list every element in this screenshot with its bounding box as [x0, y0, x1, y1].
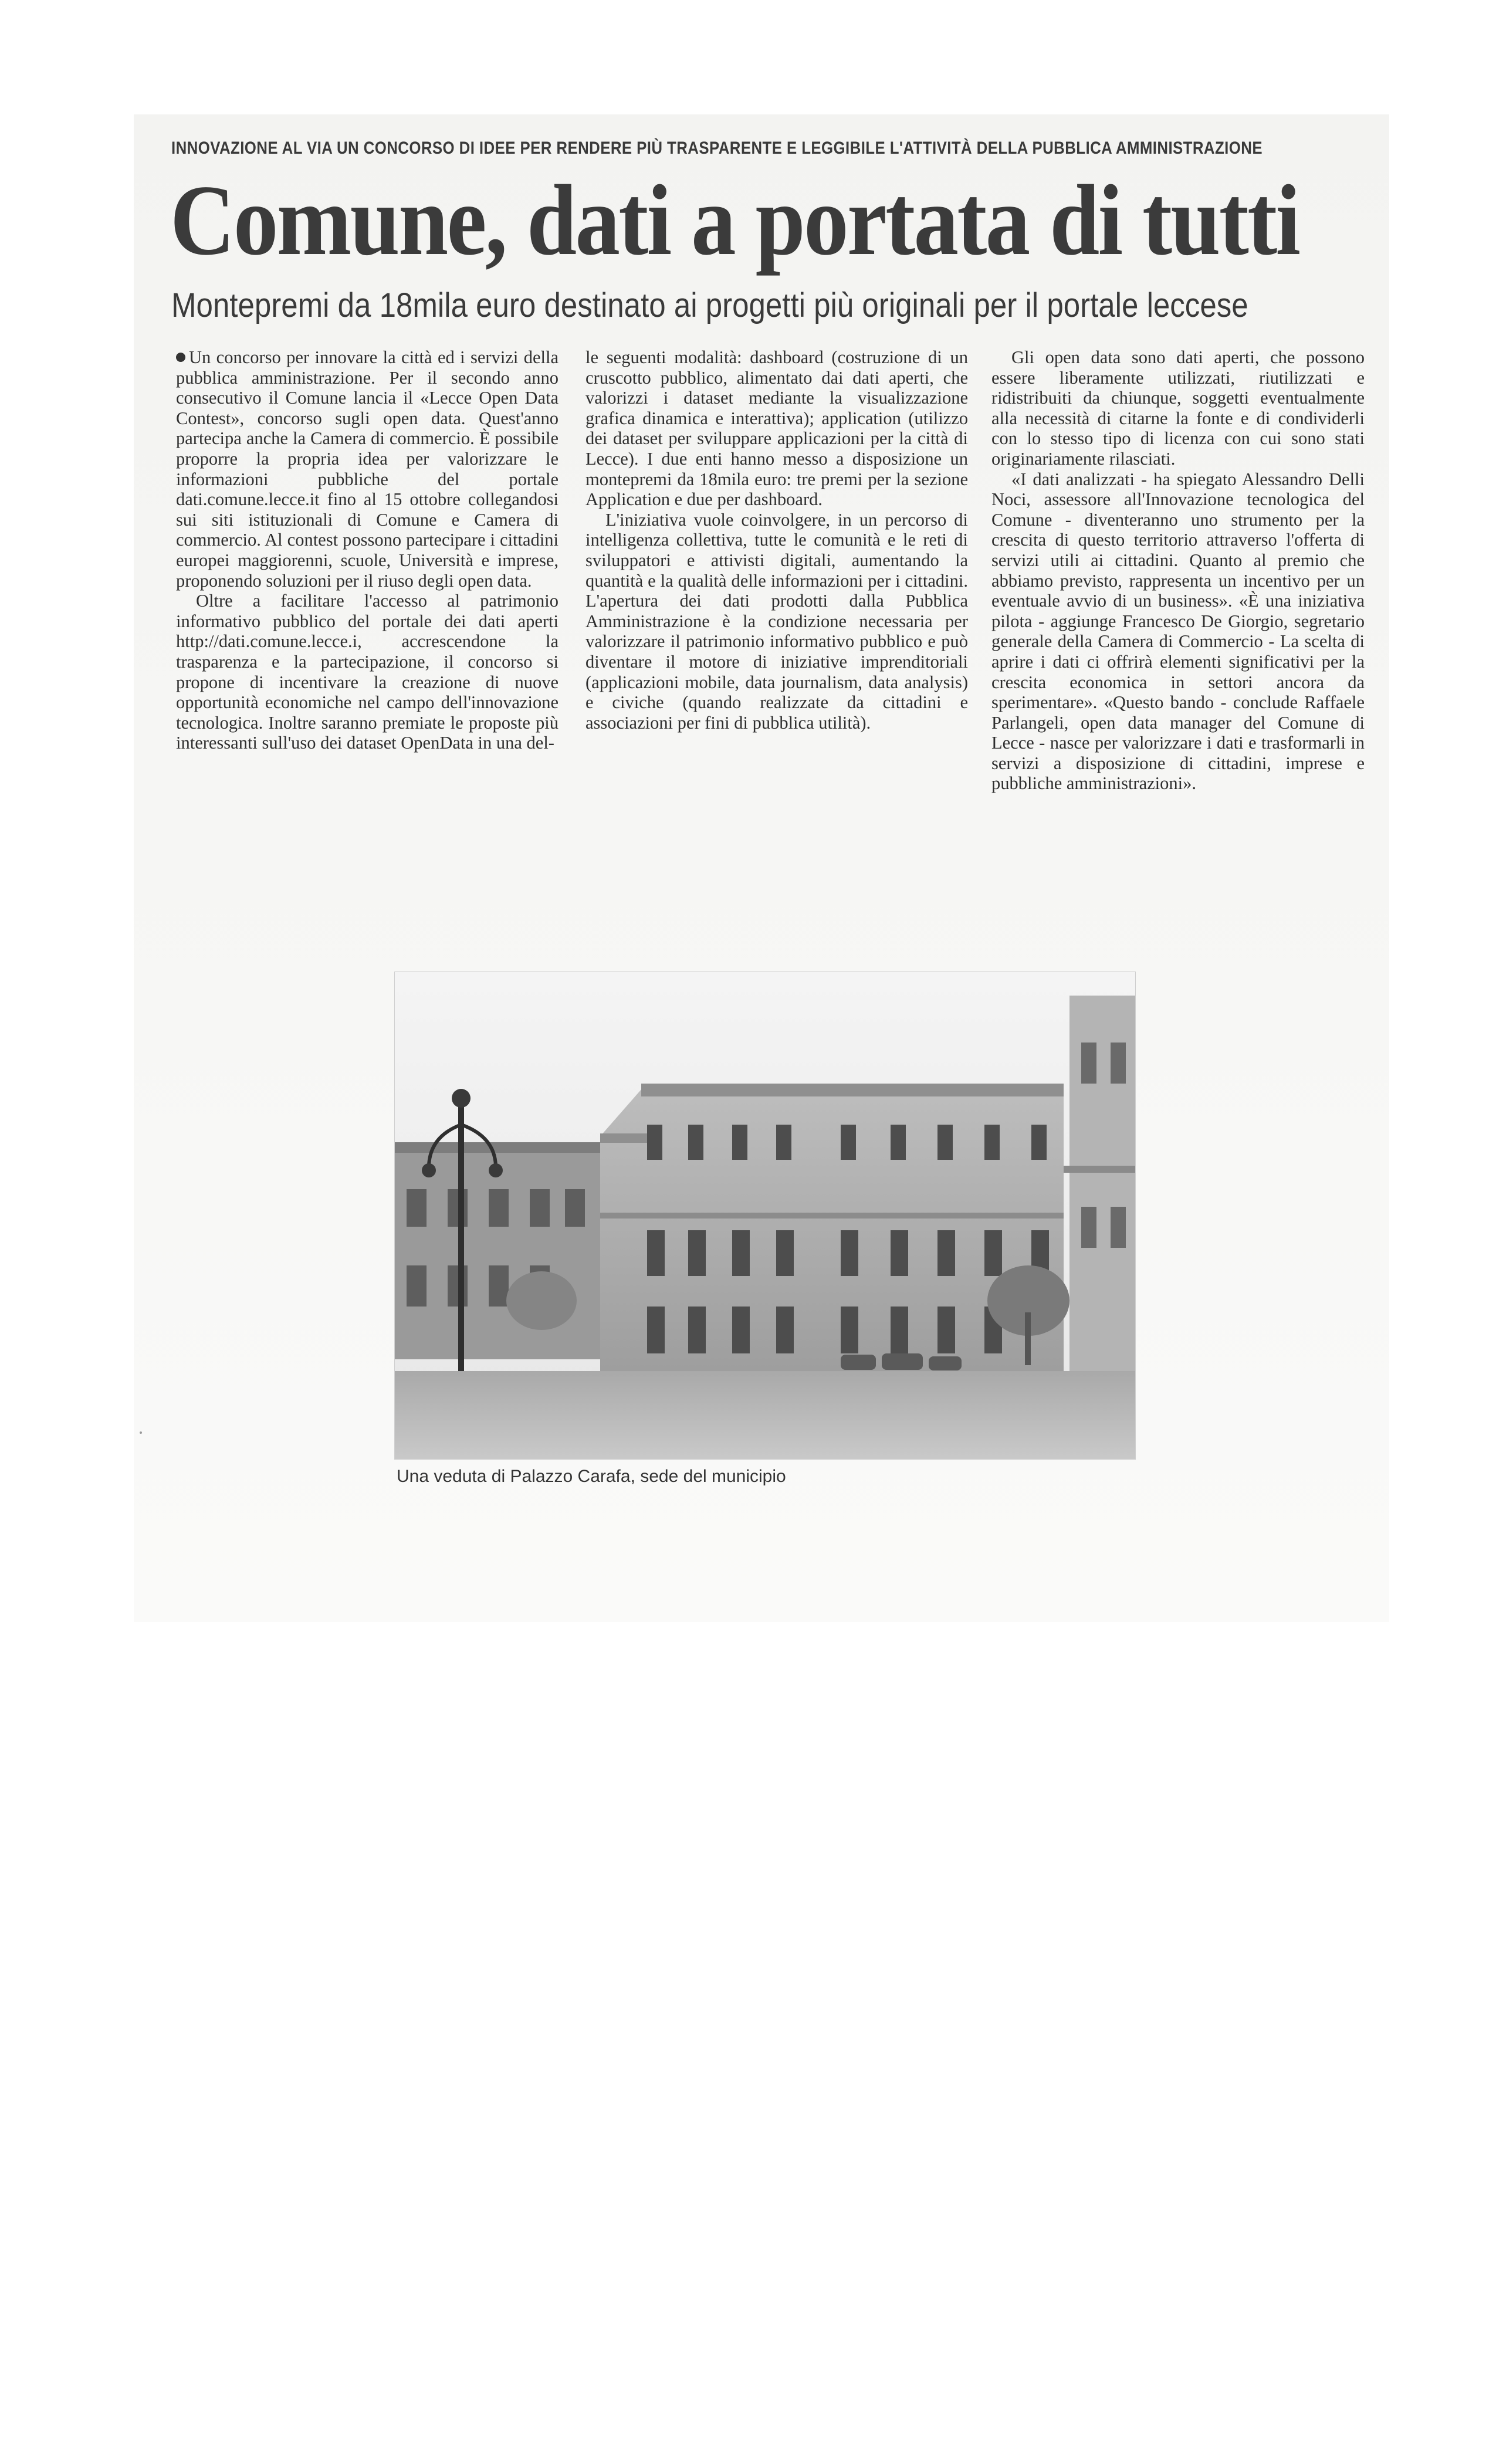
article-column-3 [991, 347, 1365, 794]
article-headline: Comune, dati a portata di tutti [170, 165, 1299, 276]
article-column-1 [176, 347, 559, 753]
paragraph: Gli open data sono dati aperti, che possono essere liberamente utilizzati, riutilizzati e ridistribuiti da chiunque, soggetti eventualmente alla necessità di citarne la fonte e di condividerli con lo stesso tipo di licenza con cui sono stati originariamente rilasciati. [991, 347, 1365, 469]
paragraph: Oltre a facilitare l'accesso al patrimonio informativo pubblico del portale dei dati aperti http://dati.comune.lecce.i, accrescendone la trasparenza e la partecipazione, il concorso si propone di incentivare la creazione di nuove opportunità economiche nel campo dell'innovazione tecnologica. Inoltre saranno premiate le proposte più interessanti sull'uso dei dataset OpenData in una del- [176, 591, 559, 753]
article-column-2 [585, 347, 968, 733]
article-photo [394, 972, 1136, 1460]
paragraph-text: Un concorso per innovare la città ed i servizi della pubblica amministrazione. Per il secondo anno consecutivo il Comune lancia il «Lecce Open Data Contest», concorso sugli open data. Quest'anno partecipa anche la Camera di commercio. È possibile proporre la propria idea per valorizzare le informazioni pubbliche del portale dati.comune.lecce.it fino al 15 ottobre collegandosi sui siti istituzionali di Comune e Camera di commercio. Al contest possono partecipare i cittadini europei maggiorenni, scuole, Università e imprese, proponendo soluzioni per il riuso degli open data. [176, 347, 559, 591]
paragraph [176, 347, 559, 591]
paragraph: le seguenti modalità: dashboard (costruzione di un cruscotto pubblico, alimentato dai dati aperti, che valorizzi i dataset mediante la visualizzazione grafica dinamica e interattiva); application (utilizzo dei dataset per sviluppare applicazioni per la città di Lecce). I due enti hanno messo a disposizione un montepremi da 18mila euro: tre premi per la sezione Application e due per dashboard. [585, 347, 968, 510]
photo-caption: Una veduta di Palazzo Carafa, sede del municipio [397, 1467, 786, 1486]
bullet-icon [176, 353, 185, 362]
paragraph: L'iniziativa vuole coinvolgere, in un percorso di intelligenza collettiva, tutte le comunità e le reti di sviluppatori e attivisti digitali, aumentando la quantità e la qualità delle informazioni per i cittadini. L'apertura dei dati prodotti dalla Pubblica Amministrazione è la condizione necessaria per valorizzare il patrimonio informativo pubblico e può diventare il motore di iniziative imprenditoriali (applicazioni mobile, data journalism, data analysis) e civiche (quando realizzate da cittadini e associazioni per fini di pubblica utilità). [585, 509, 968, 733]
article-kicker: INNOVAZIONE AL VIA UN CONCORSO DI IDEE PER RENDERE PIÙ TRASPARENTE E LEGGIBILE L'ATTIVITÀ DELLA PUBBLICA AMMINISTRAZIONE [171, 138, 1263, 158]
paper-speck [140, 1431, 142, 1434]
palazzo-photo-illustration [395, 972, 1135, 1459]
paragraph: «I dati analizzati - ha spiegato Alessandro Delli Noci, assessore all'Innovazione tecnologica del Comune - diventeranno uno strumento per la crescita di questo territorio attraverso l'offerta di servizi utili ai cittadini. Quanto al premio che abbiamo previsto, rappresenta un incentivo per un eventuale avvio di un business». «È una iniziativa pilota - aggiunge Francesco De Giorgio, segretario generale della Camera di Commercio - La scelta di aprire i dati ci offrirà elementi significativi per la crescita economica in settori ancora da sperimentare». «Questo bando - conclude Raffaele Parlangeli, open data manager del Comune di Lecce - nasce per valorizzare i dati e trasformarli in servizi a disposizione di cittadini, imprese e pubbliche amministrazioni». [991, 469, 1365, 794]
article-subheadline: Montepremi da 18mila euro destinato ai progetti più originali per il portale leccese [171, 286, 1248, 324]
